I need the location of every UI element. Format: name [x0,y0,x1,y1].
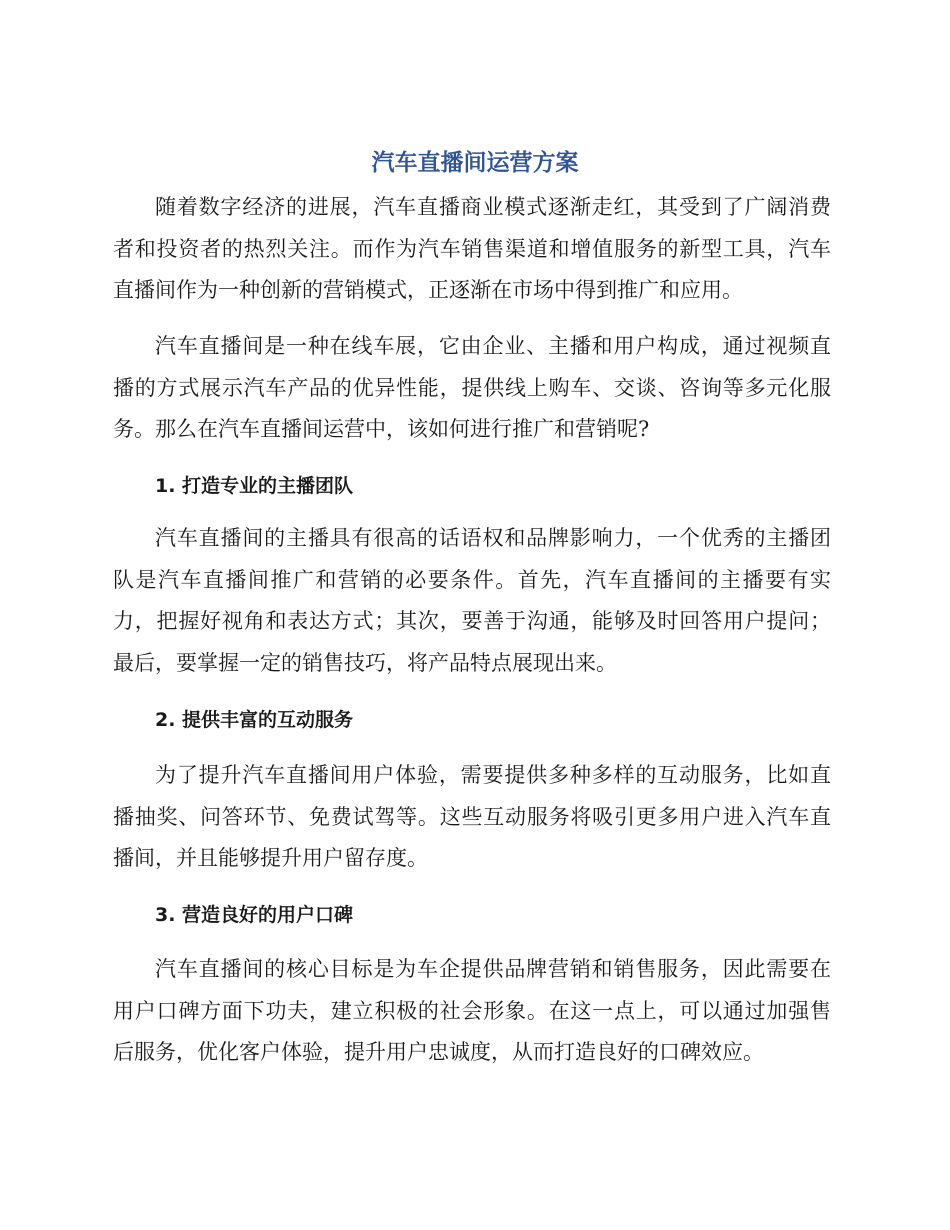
paragraph-line: 随着数字经济的进展，汽车直播商业模式逐渐走红，其受到了广阔消费 [155,195,831,219]
section-heading-1: 1. 打造专业的主播团队 [155,475,354,497]
paragraph-line: 汽车直播间是一种在线车展，它由企业、主播和用户构成，通过视频直 [155,334,831,358]
document-title: 汽车直播间运营方案 [371,150,579,176]
paragraph-line: 为了提升汽车直播间用户体验，需要提供多种多样的互动服务，比如直 [155,763,831,787]
section-1-paragraph [113,518,831,684]
paragraph-line: 播的方式展示汽车产品的优异性能，提供线上购车、交谈、咨询等多元化服 [113,375,831,400]
paragraph-line: 汽车直播间的核心目标是为车企提供品牌营销和销售服务，因此需要在 [155,957,831,981]
paragraph-line: 播间，并且能够提升用户留存度。 [113,846,428,870]
section-3-paragraph [113,949,831,1074]
paragraph-line: 播抽奖、问答环节、免费试驾等。这些互动服务将吸引更多用户进入汽车直 [113,804,831,829]
section-heading-3: 3. 营造良好的用户口碑 [155,904,354,926]
paragraph-line: 务。那么在汽车直播间运营中，该如何进行推广和营销呢? [113,417,650,441]
section-2-paragraph [113,755,831,880]
section-heading-2: 2. 提供丰富的互动服务 [155,709,354,731]
intro-paragraph-1 [113,187,831,312]
paragraph-line: 汽车直播间的主播具有很高的话语权和品牌影响力，一个优秀的主播团 [155,526,831,550]
paragraph-line: 最后，要掌握一定的销售技巧，将产品特点展现出来。 [113,650,617,675]
paragraph-line: 队是汽车直播间推广和营销的必要条件。首先，汽车直播间的主播要有实 [113,567,831,592]
paragraph-line: 后服务，优化客户体验，提升用户忠诚度，从而打造良好的口碑效应。 [113,1040,764,1064]
paragraph-line: 直播间作为一种创新的营销模式，正逐渐在市场中得到推广和应用。 [113,278,743,302]
paragraph-line: 力，把握好视角和表达方式；其次，要善于沟通，能够及时回答用户提问； [113,609,831,633]
paragraph-line: 者和投资者的热烈关注。而作为汽车销售渠道和增值服务的新型工具，汽车 [113,236,831,261]
intro-paragraph-2 [113,326,831,451]
paragraph-line: 用户口碑方面下功夫，建立积极的社会形象。在这一点上，可以通过加强售 [113,998,831,1023]
